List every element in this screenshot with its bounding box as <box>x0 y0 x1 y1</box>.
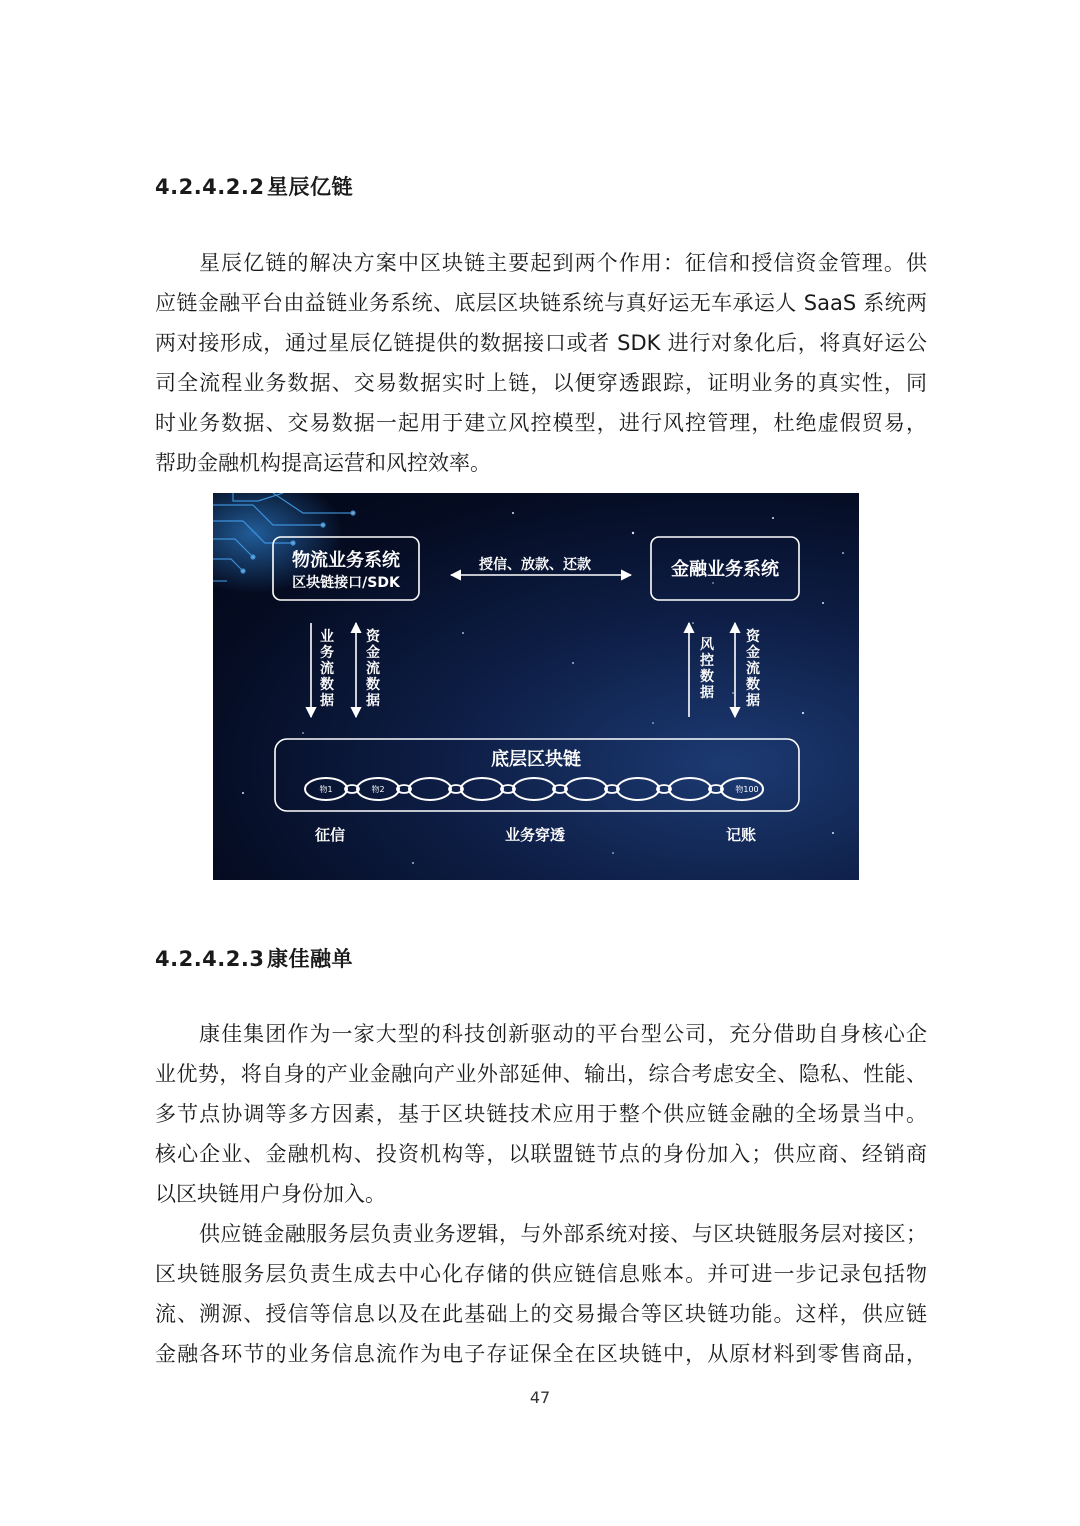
page-number: 47 <box>529 1388 551 1407</box>
paragraph-line: 核心企业、金融机构、投资机构等，以联盟链节点的身份加入；供应商、经销商 <box>155 1142 927 1166</box>
chain-link <box>461 778 503 800</box>
paragraph-line: 多节点协调等多方因素，基于区块链技术应用于整个供应链金融的全场景当中。 <box>155 1102 927 1126</box>
paragraph <box>155 1014 927 1374</box>
finance-system-label: 金融业务系统 <box>671 559 779 580</box>
paragraph-line: 流、溯源、授信等信息以及在此基础上的交易撮合等区块链功能。这样，供应链 <box>155 1302 927 1326</box>
right-arrow-2-label: 资金流数据 <box>746 629 760 709</box>
logistics-system-subtitle: 区块链接口/SDK <box>292 575 400 591</box>
chain-second-label: 物2 <box>371 785 385 794</box>
section-number: 4.2.4.2.2 <box>155 175 265 199</box>
section-title: 星辰亿链 <box>267 175 353 199</box>
bottom-right-label: 记账 <box>725 826 757 844</box>
bottom-center-label: 业务穿透 <box>504 826 566 844</box>
paragraph <box>155 243 927 483</box>
right-arrow-1-label: 风控数据 <box>700 637 714 701</box>
chain-link <box>565 778 607 800</box>
chain-first-label: 物1 <box>319 785 333 794</box>
paragraph-line: 业优势，将自身的产业金融向产业外部延伸、输出，综合考虑安全、隐私、性能、 <box>155 1062 927 1086</box>
paragraph-line: 帮助金融机构提高运营和风控效率。 <box>155 451 491 475</box>
paragraph-line: 司全流程业务数据、交易数据实时上链，以便穿透跟踪，证明业务的真实性，同 <box>155 371 927 395</box>
paragraph-line: 供应链金融服务层负责业务逻辑，与外部系统对接、与区块链服务层对接区； <box>199 1222 927 1246</box>
paragraph-line: 康佳集团作为一家大型的科技创新驱动的平台型公司，充分借助自身核心企 <box>199 1022 927 1046</box>
paragraph-line: 区块链服务层负责生成去中心化存储的供应链信息账本。并可进一步记录包括物 <box>155 1262 927 1286</box>
section-heading <box>155 943 353 973</box>
chain-link <box>409 778 451 800</box>
paragraph-line: 时业务数据、交易数据一起用于建立风控模型，进行风控管理，杜绝虚假贸易， <box>155 411 927 435</box>
paragraph-line: 应链金融平台由益链业务系统、底层区块链系统与真好运无车承运人 SaaS 系统两 <box>155 291 927 315</box>
section-number: 4.2.4.2.3 <box>155 947 265 971</box>
paragraph-line: 星辰亿链的解决方案中区块链主要起到两个作用：征信和授信资金管理。供 <box>199 251 927 275</box>
section-heading <box>155 171 353 201</box>
blockchain-title: 底层区块链 <box>491 749 581 770</box>
paragraph-line: 两对接形成，通过星辰亿链提供的数据接口或者 SDK 进行对象化后，将真好运公 <box>155 331 927 355</box>
paragraph-line: 金融各环节的业务信息流作为电子存证保全在区块链中，从原材料到零售商品， <box>155 1342 927 1366</box>
section-title: 康佳融单 <box>267 947 353 971</box>
logistics-system-title: 物流业务系统 <box>292 550 400 571</box>
bottom-left-label: 征信 <box>314 826 346 844</box>
left-arrow-1-label: 业务流数据 <box>320 629 334 709</box>
chain-link <box>617 778 659 800</box>
chain-link <box>669 778 711 800</box>
chain-last-label: 物100 <box>735 785 759 794</box>
left-arrow-2-label: 资金流数据 <box>366 629 380 709</box>
top-flow-label: 授信、放款、还款 <box>479 557 591 573</box>
paragraph-line: 以区块链用户身份加入。 <box>155 1182 386 1206</box>
chain-link <box>513 778 555 800</box>
blockchain-diagram <box>213 493 859 880</box>
